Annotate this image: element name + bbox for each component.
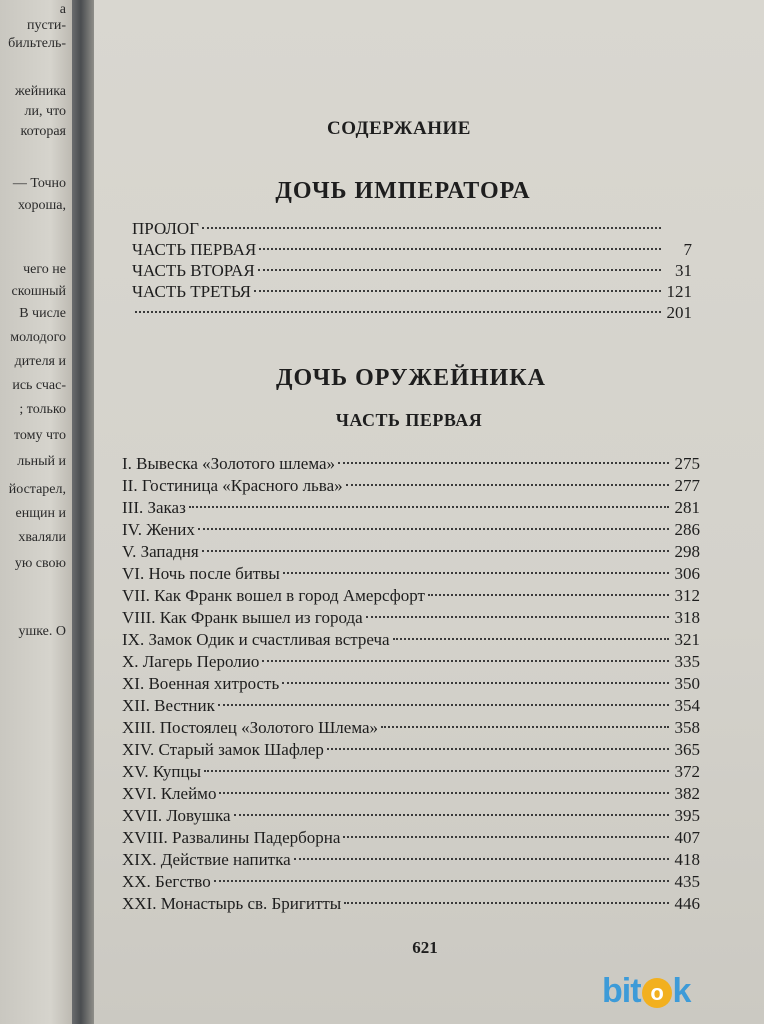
contents-page [94,0,764,1024]
left-fragment: ушке. О [18,624,66,639]
book2-toc [122,453,700,915]
left-page-edge [0,0,72,1024]
left-fragment: йостарел, [8,482,66,497]
leader-dots [338,462,669,464]
toc-label: IV. Жених [122,520,195,539]
leader-dots [234,814,669,816]
toc-row [122,893,700,915]
toc-page: 318 [674,608,700,627]
toc-label: V. Западня [122,542,199,561]
left-fragment: чего не [23,262,66,277]
toc-page: 407 [674,828,700,847]
toc-page: 7 [683,240,692,259]
leader-dots [219,792,669,794]
toc-page: 382 [674,784,700,803]
leader-dots [366,616,669,618]
book2-part-title: ЧАСТЬ ПЕРВАЯ [335,410,483,430]
toc-row [122,475,700,497]
leader-dots [259,248,661,250]
toc-page: 395 [674,806,700,825]
watermark-text-right: k [672,972,691,1010]
toc-label: VIII. Как Франк вышел из города [122,608,363,627]
leader-dots [262,660,669,662]
toc-page: 354 [674,696,700,715]
toc-row [122,695,700,717]
toc-label: II. Гостиница «Красного льва» [122,476,343,495]
toc-label: XX. Бегство [122,872,211,891]
toc-row [132,218,692,239]
left-fragment: дителя и [14,354,66,369]
toc-row [122,651,700,673]
toc-label: XVIII. Развалины Падерборна [122,828,341,847]
toc-page: 306 [674,564,700,583]
left-fragment: хороша, [18,198,66,213]
left-fragment: а [59,2,66,17]
toc-page: 358 [674,718,700,737]
left-fragment: скошный [11,284,66,299]
toc-row [122,717,700,739]
toc-label: ЧАСТЬ ВТОРАЯ [132,261,255,280]
toc-page: 298 [674,542,700,561]
toc-label: XV. Купцы [122,762,202,781]
leader-dots [343,836,669,838]
toc-row [132,281,692,302]
watermark-logo [602,972,690,1011]
leader-dots [344,902,669,904]
toc-label: VI. Ночь после битвы [122,564,280,583]
left-fragment: хваляли [18,530,66,545]
toc-label: III. Заказ [122,498,186,517]
toc-label: XI. Военная хитрость [122,674,280,693]
leader-dots [214,880,669,882]
watermark-text-left: bit [602,972,641,1010]
toc-label: IX. Замок Одик и счастливая встреча [122,630,390,649]
toc-page: 335 [674,652,700,671]
toc-row [132,239,692,260]
leader-dots [189,506,669,508]
left-fragment: — Точно [12,176,66,191]
left-fragment: бильтель- [8,36,66,51]
book2-title: ДОЧЬ ОРУЖЕЙНИКА [276,365,546,391]
left-fragment: ли, что [24,104,66,119]
leader-dots [218,704,669,706]
leader-dots [346,484,669,486]
toc-label: I. Вывеска «Золотого шлема» [122,454,336,473]
toc-row [122,849,700,871]
toc-page: 275 [674,454,700,473]
toc-page: 286 [674,520,700,539]
left-fragment: ую свою [14,556,66,571]
toc-page: 31 [675,261,692,280]
toc-label: XVII. Ловушка [122,806,231,825]
toc-row [132,302,692,323]
contents-heading: СОДЕРЖАНИЕ [327,118,471,139]
leader-dots [381,726,669,728]
left-fragment: енщин и [15,506,66,521]
leader-dots [428,594,669,596]
toc-page: 277 [674,476,700,495]
left-fragment: ; только [19,402,66,417]
left-fragment: ись счас- [12,378,66,393]
toc-label: XXI. Монастырь св. Бригитты [122,894,342,913]
toc-label: XIII. Постоялец «Золотого Шлема» [122,718,379,737]
toc-page: 350 [674,674,700,693]
toc-row [122,585,700,607]
left-fragment: льный и [17,454,66,469]
toc-row [122,607,700,629]
toc-page: 418 [674,850,700,869]
toc-page: 446 [674,894,700,913]
left-fragment: тому что [13,428,66,443]
toc-label: XII. Вестник [122,696,215,715]
toc-row [122,761,700,783]
leader-dots [294,858,669,860]
left-fragment: молодого [10,330,66,345]
toc-row [122,629,700,651]
page-number: 621 [412,938,438,957]
book1-toc [132,218,692,323]
toc-row [132,260,692,281]
toc-label: ЧАСТЬ ПЕРВАЯ [132,240,257,259]
toc-label: ПРОЛОГ [132,219,200,238]
leader-dots [254,290,661,292]
toc-row [122,497,700,519]
toc-row [122,827,700,849]
leader-dots [282,682,669,684]
toc-label: ЧАСТЬ ТРЕТЬЯ [132,282,252,301]
leader-dots [258,269,661,271]
toc-row [122,805,700,827]
left-fragment: В числе [19,306,66,321]
toc-row [122,739,700,761]
leader-dots [202,227,661,229]
toc-label: VII. Как Франк вошел в город Амерсфорт [122,586,425,605]
watermark-circle: o [642,978,672,1008]
leader-dots [202,550,669,552]
leader-dots [198,528,669,530]
toc-label: XVI. Клеймо [122,784,217,803]
leader-dots [327,748,669,750]
toc-row [122,563,700,585]
left-fragment: пусти- [27,18,66,33]
toc-page: 201 [666,303,692,322]
toc-label: X. Лагерь Перолио [122,652,260,671]
toc-row [122,453,700,475]
toc-page: 321 [674,630,700,649]
leader-dots [135,311,661,313]
left-fragment: которая [20,124,66,139]
toc-page: 372 [674,762,700,781]
toc-row [122,519,700,541]
leader-dots [393,638,669,640]
toc-page: 435 [674,872,700,891]
book1-title: ДОЧЬ ИМПЕРАТОРА [275,178,531,204]
leader-dots [204,770,669,772]
book-gutter [72,0,94,1024]
toc-label: XIX. Действие напитка [122,850,291,869]
toc-page: 121 [666,282,692,301]
toc-row [122,871,700,893]
toc-label: XIV. Старый замок Шафлер [122,740,324,759]
toc-page: 365 [674,740,700,759]
toc-page: 281 [674,498,700,517]
left-fragment: жейника [15,84,66,99]
toc-row [122,783,700,805]
toc-page: 312 [674,586,700,605]
toc-row [122,673,700,695]
toc-row [122,541,700,563]
leader-dots [283,572,669,574]
